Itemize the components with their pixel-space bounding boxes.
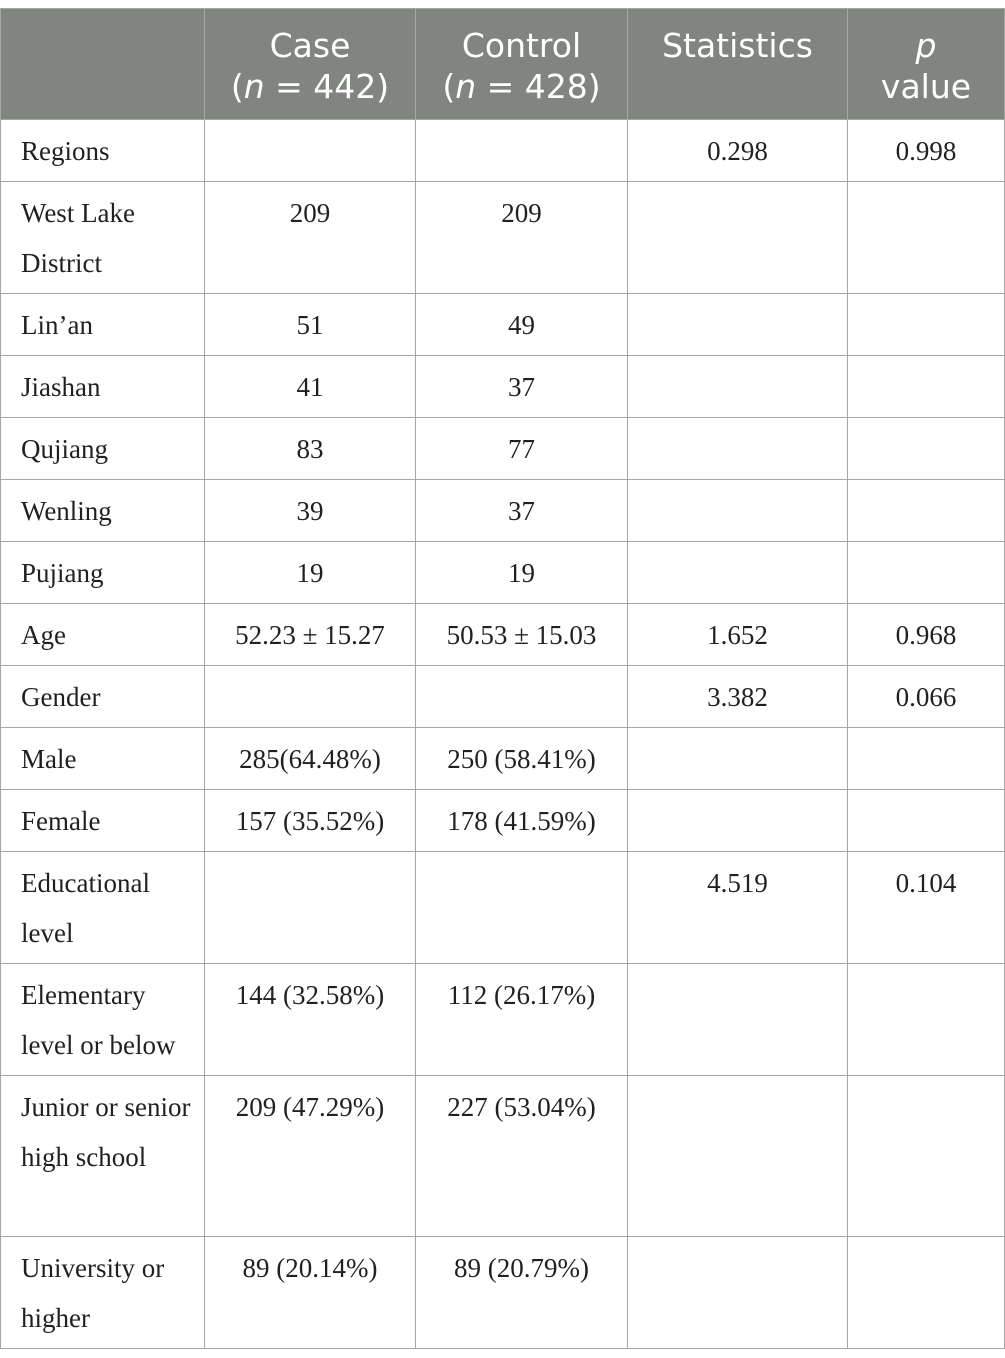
table-row	[1, 294, 1005, 356]
header-case-label: Case	[269, 26, 351, 65]
p-value	[848, 294, 1005, 356]
row-label: Lin’an	[1, 294, 205, 356]
control-value: 227 (53.04%)	[416, 1076, 628, 1237]
statistics-value	[628, 294, 848, 356]
case-value: 41	[205, 356, 416, 418]
case-value: 89 (20.14%)	[205, 1237, 416, 1349]
statistics-value: 3.382	[628, 666, 848, 728]
header-row	[1, 9, 1005, 120]
case-value	[205, 120, 416, 182]
statistics-value	[628, 480, 848, 542]
header-case-n: (n = 442)	[230, 67, 390, 106]
row-label: West Lake District	[1, 182, 205, 294]
row-label: Age	[1, 604, 205, 666]
control-value: 37	[416, 356, 628, 418]
table-row	[1, 1076, 1005, 1237]
control-value: 250 (58.41%)	[416, 728, 628, 790]
control-value	[416, 666, 628, 728]
row-label: Male	[1, 728, 205, 790]
table-row	[1, 666, 1005, 728]
statistics-value: 0.298	[628, 120, 848, 182]
control-value: 49	[416, 294, 628, 356]
row-label: Jiashan	[1, 356, 205, 418]
row-label: Educational level	[1, 852, 205, 964]
p-value	[848, 182, 1005, 294]
control-value: 209	[416, 182, 628, 294]
row-label: Pujiang	[1, 542, 205, 604]
p-value	[848, 964, 1005, 1076]
row-label: Qujiang	[1, 418, 205, 480]
p-value: 0.998	[848, 120, 1005, 182]
case-value	[205, 852, 416, 964]
statistics-value: 1.652	[628, 604, 848, 666]
case-value: 285(64.48%)	[205, 728, 416, 790]
case-value: 52.23 ± 15.27	[205, 604, 416, 666]
control-value: 178 (41.59%)	[416, 790, 628, 852]
case-value: 19	[205, 542, 416, 604]
statistics-value	[628, 356, 848, 418]
p-value	[848, 542, 1005, 604]
case-value: 157 (35.52%)	[205, 790, 416, 852]
row-label: Female	[1, 790, 205, 852]
case-value: 209 (47.29%)	[205, 1076, 416, 1237]
p-value	[848, 480, 1005, 542]
table-row	[1, 418, 1005, 480]
statistics-value	[628, 542, 848, 604]
case-value: 83	[205, 418, 416, 480]
table-row	[1, 120, 1005, 182]
header-case	[205, 9, 416, 120]
statistics-value	[628, 964, 848, 1076]
p-value	[848, 790, 1005, 852]
table-row	[1, 604, 1005, 666]
demographics-table	[0, 8, 1005, 1349]
statistics-value	[628, 418, 848, 480]
table-row	[1, 542, 1005, 604]
case-value	[205, 666, 416, 728]
case-value: 144 (32.58%)	[205, 964, 416, 1076]
header-control	[416, 9, 628, 120]
row-label: University or higher	[1, 1237, 205, 1349]
control-value: 50.53 ± 15.03	[416, 604, 628, 666]
case-value: 51	[205, 294, 416, 356]
control-value: 77	[416, 418, 628, 480]
table-row	[1, 182, 1005, 294]
row-label: Gender	[1, 666, 205, 728]
statistics-value	[628, 1237, 848, 1349]
p-value: 0.104	[848, 852, 1005, 964]
header-control-label: Control	[461, 26, 582, 65]
header-p-label: p	[915, 26, 937, 65]
header-control-n: (n = 428)	[442, 67, 601, 106]
p-value	[848, 356, 1005, 418]
statistics-value	[628, 728, 848, 790]
table-header	[1, 9, 1005, 120]
header-p-value	[848, 9, 1005, 120]
table-row	[1, 480, 1005, 542]
case-value: 39	[205, 480, 416, 542]
table-row	[1, 356, 1005, 418]
table-body	[1, 120, 1005, 1349]
row-label: Wenling	[1, 480, 205, 542]
control-value: 112 (26.17%)	[416, 964, 628, 1076]
statistics-value: 4.519	[628, 852, 848, 964]
table-row	[1, 790, 1005, 852]
header-statistics: Statistics	[628, 9, 848, 120]
p-value	[848, 728, 1005, 790]
table-row	[1, 1237, 1005, 1349]
control-value: 37	[416, 480, 628, 542]
header-empty-cell	[1, 9, 205, 120]
control-value: 19	[416, 542, 628, 604]
table-row	[1, 852, 1005, 964]
p-value	[848, 1076, 1005, 1237]
control-value	[416, 120, 628, 182]
p-value: 0.066	[848, 666, 1005, 728]
case-value: 209	[205, 182, 416, 294]
p-value	[848, 418, 1005, 480]
statistics-value	[628, 182, 848, 294]
row-label: Regions	[1, 120, 205, 182]
data-table-container	[0, 8, 1004, 1349]
p-value: 0.968	[848, 604, 1005, 666]
header-value-label: value	[880, 67, 972, 106]
row-label: Elementary level or below	[1, 964, 205, 1076]
control-value: 89 (20.79%)	[416, 1237, 628, 1349]
control-value	[416, 852, 628, 964]
row-label: Junior or senior high school	[1, 1076, 205, 1237]
table-row	[1, 728, 1005, 790]
statistics-value	[628, 1076, 848, 1237]
p-value	[848, 1237, 1005, 1349]
statistics-value	[628, 790, 848, 852]
table-row	[1, 964, 1005, 1076]
